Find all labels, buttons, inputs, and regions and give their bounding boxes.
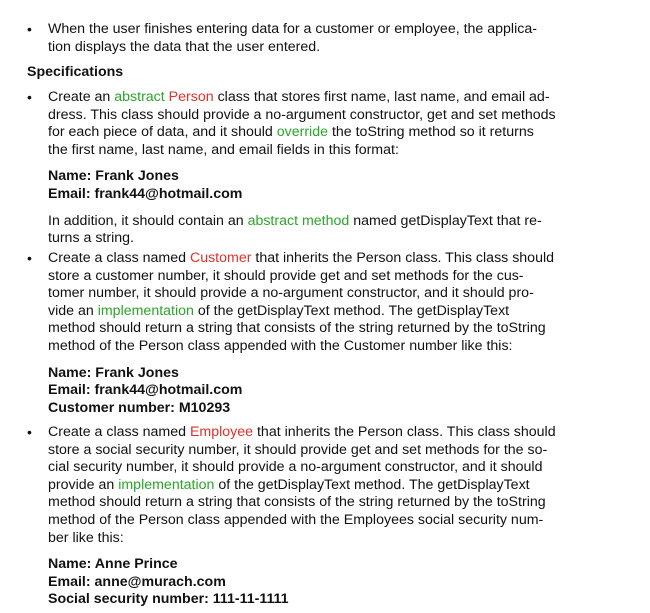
customer-sample-email: Email: frank44@hotmail.com xyxy=(48,382,243,399)
text-span: that inherits the Person class. This class should xyxy=(253,424,556,440)
text-span: Create a class named xyxy=(48,250,190,266)
class-name-customer: Customer xyxy=(189,250,252,266)
person-addition-line-1 xyxy=(48,213,612,231)
text-span: of the getDisplayText method. The getDisplayText xyxy=(193,302,510,319)
person-line-4: the first name, last name, and email fields in this format: xyxy=(48,141,399,158)
text-span: class that stores first name, last name, and email ad- xyxy=(213,89,550,105)
text-span: In addition, it should contain an xyxy=(48,212,248,229)
employee-line-1 xyxy=(48,424,612,442)
employee-line-5: method should return a string that consists of the string returned by the toString xyxy=(48,494,546,511)
bullet-dot: • xyxy=(27,89,32,105)
keyword-implementation: implementation xyxy=(118,476,215,493)
customer-line-2: store a customer number, it should provide get and set methods for the cus- xyxy=(48,267,524,284)
employee-sample-name: Name: Anne Prince xyxy=(48,556,178,573)
text-span: vide an xyxy=(48,302,98,319)
employee-line-4 xyxy=(48,477,612,495)
text-span: named getDisplayText that re- xyxy=(349,212,542,229)
person-sample-email: Email: frank44@hotmail.com xyxy=(48,185,243,202)
employee-sample-ssn: Social security number: 111-11-1111 xyxy=(48,591,289,608)
bullet-dot: • xyxy=(27,424,32,440)
person-line-1 xyxy=(48,89,612,107)
employee-sample-email: Email: anne@murach.com xyxy=(48,573,226,590)
intro-line-2: tion displays the data that the user entered. xyxy=(48,38,321,55)
class-name-employee: Employee xyxy=(189,424,254,440)
keyword-override: override xyxy=(276,124,328,141)
customer-line-5: method should return a string that consists of the string returned by the toString xyxy=(48,320,546,337)
specifications-heading: Specifications xyxy=(27,64,124,80)
bullet-dot: • xyxy=(27,21,32,37)
employee-line-2: store a social security number, it should provide get and set methods for the so- xyxy=(48,441,548,458)
text-span: provide an xyxy=(48,476,119,493)
customer-line-4 xyxy=(48,303,612,321)
keyword-implementation: implementation xyxy=(97,302,194,319)
customer-line-1 xyxy=(48,250,612,268)
keyword-abstract: abstract xyxy=(114,89,165,105)
customer-line-3: tomer number, it should provide a no-argument constructor, and it should pro- xyxy=(48,285,534,302)
class-name-person: Person xyxy=(168,89,214,105)
text-span: for each piece of data, and it should xyxy=(48,124,277,141)
keyword-abstract-method: abstract method xyxy=(247,212,350,229)
customer-line-6: method of the Person class appended with the Customer number like this: xyxy=(48,337,513,354)
employee-line-7: ber like this: xyxy=(48,529,124,546)
text-span: of the getDisplayText method. The getDisplayText xyxy=(214,476,530,493)
person-line-3 xyxy=(48,124,612,142)
person-sample-name: Name: Frank Jones xyxy=(48,168,179,185)
text-span: that inherits the Person class. This class should xyxy=(251,250,555,266)
employee-line-3: cial security number, it should provide a no-argument constructor, and it should xyxy=(48,459,543,476)
text-span: Create a class named xyxy=(48,424,190,440)
customer-sample-name: Name: Frank Jones xyxy=(48,364,179,381)
text-span: Create an xyxy=(48,89,115,105)
bullet-dot: • xyxy=(27,250,32,266)
customer-bullet xyxy=(27,250,612,417)
person-bullet xyxy=(27,89,612,248)
text-span: the toString method so it returns xyxy=(328,124,534,141)
intro-line-1: When the user finishes entering data for a customer or employee, the applica- xyxy=(48,21,537,37)
customer-sample-number: Customer number: M10293 xyxy=(48,399,231,416)
employee-bullet xyxy=(27,424,612,609)
person-addition-line-2: turns a string. xyxy=(48,230,134,247)
employee-line-6: method of the Person class appended with the Employees social security num- xyxy=(48,511,544,528)
person-line-2: dress. This class should provide a no-argument constructor, get and set methods xyxy=(48,106,556,123)
intro-bullet xyxy=(27,21,612,56)
